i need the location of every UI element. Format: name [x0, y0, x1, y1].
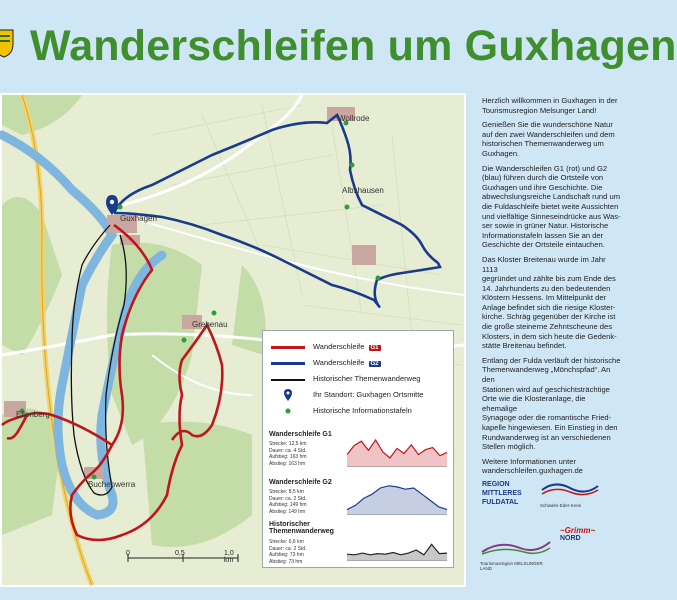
scale-label-zero: 0 [126, 550, 130, 557]
place-albshausen: Albshausen [342, 186, 384, 195]
intro-paragraph: Herzlich willkommen in Guxhagen in der Tourismusregion Melsunger Land! [482, 96, 618, 115]
melsunger-land-mark-icon [480, 538, 552, 556]
elevation-profile-g1 [347, 433, 447, 467]
profile-g1 [269, 431, 449, 477]
place-wollrode: Wollrode [338, 114, 370, 123]
place-buchenwerra: Buchenwerra [88, 480, 136, 489]
region-mittleres-fuldatal-logo: REGION MITTLERES FULDATAL [482, 481, 522, 506]
profile-title: Wanderschleife G2 [269, 479, 332, 486]
grimmheimat-nord-logo: ~Grimm~ NORD [560, 526, 596, 542]
grimmheimat-script-icon: ~Grimm~ [560, 526, 596, 535]
legend-label: Wanderschleife [313, 358, 365, 367]
info-text-column [482, 96, 622, 481]
header [0, 0, 677, 86]
profile-g2 [269, 479, 449, 525]
historic-line-swatch [271, 379, 305, 381]
scale-label-half: 0,5 [175, 550, 185, 557]
schwalm-eder-wave-icon [540, 478, 600, 498]
profile-title: Historischer Themenwanderweg [269, 521, 334, 535]
elevation-profile-historic [347, 527, 447, 561]
info-dot-icon [285, 408, 291, 414]
g2-line-swatch [271, 362, 305, 365]
sponsor-logos [476, 468, 600, 598]
elevation-area [347, 440, 447, 467]
place-ellenberg: Ellenberg [16, 410, 50, 419]
location-pin-icon [284, 389, 292, 401]
profile-stats: Strecke: 12,5 km Dauer: ca. 4 Std. Aufstieg: 163 hm Abstieg: 163 hm [269, 441, 307, 467]
profile-stats: Strecke: 8,5 km Dauer: ca. 2 Std. Aufstieg: 149 hm Abstieg: 149 hm [269, 489, 307, 515]
page-title: Wanderschleifen um Guxhagen [30, 22, 677, 70]
monastery-paragraph: Das Kloster Breitenau wurde im Jahr 1113 gegründet und zählte bis zum Ende des 14. Jahrhunderts zu den bedeutenden Klöstern Hessens. Im Mittelpunkt der Anlage befindet sich die riesige Kloster- kirche. Schräg gegenüber der Kirche ist die große steinerne Zehntscheune des Klosters, in dem sich heute die Gedenk- stätte Breitenau befindet. [482, 254, 617, 351]
g2-badge: G2 [370, 361, 379, 367]
place-guxhagen: Guxhagen [120, 214, 157, 223]
legend-label: Ihr Standort: Guxhagen Ortsmitte [313, 390, 424, 399]
routes-paragraph: Die Wanderschleifen G1 (rot) und G2 (blau) führen durch die Ortsteile von Guxhagen und ihre Geschichte. Die abwechslungsreiche Landschaft rund um die Fuldaschleife bietet weite Aussichten und vielfältige Sinneseindrücke aus Was- ser sowie in grüner Natur. Historische Informationstafeln lassen Sie an der Geschichte der Ortsteile eintauchen. [482, 163, 621, 250]
profile-title: Wanderschleife G1 [269, 431, 332, 438]
g1-badge: G1 [370, 345, 379, 351]
profile-stats: Strecke: 6,6 km Dauer: ca. 2 Std. Aufstieg: 73 hm Abstieg: 73 hm [269, 539, 307, 565]
historic-trail-paragraph: Entlang der Fulda verläuft der historische Themenwanderweg „Mönchspfad“. An den Stationen wird auf geschichtsträchtige Orte wie die Klosteranlage, die ehemalige Synagoge oder die romantische Fried- kapelle hingewiesen. Ein Einstieg in den Rundwanderweg ist an verschiedenen Stellen möglich. [482, 355, 621, 452]
nature-paragraph: Genießen Sie die wunderschöne Natur auf den zwei Wanderschleifen und dem historischen Themenwanderweg um Guxhagen. [482, 120, 615, 158]
website-paragraph: Weitere Informationen unter wanderschleifen.guxhagen.de [482, 456, 583, 476]
town-crest-icon [0, 28, 14, 58]
melsunger-land-logo: Tourismusregion MELSUNGER LAND [480, 538, 552, 571]
legend-label: Wanderschleife [313, 342, 365, 351]
scale-label-one: 1,0 km [224, 550, 234, 564]
place-grebenau: Grebenau [192, 320, 228, 329]
scale-bar-graphic [126, 548, 256, 568]
elevation-profile-g2 [347, 481, 447, 515]
g1-line-swatch [271, 346, 305, 349]
legend-label: Historische Informationstafeln [313, 406, 412, 415]
map-legend [262, 330, 454, 568]
profile-historic [269, 521, 449, 567]
legend-label: Historischer Themenwanderweg [313, 374, 421, 383]
schwalm-eder-kreis-logo: Schwalm-Eder-Kreis [540, 478, 600, 508]
